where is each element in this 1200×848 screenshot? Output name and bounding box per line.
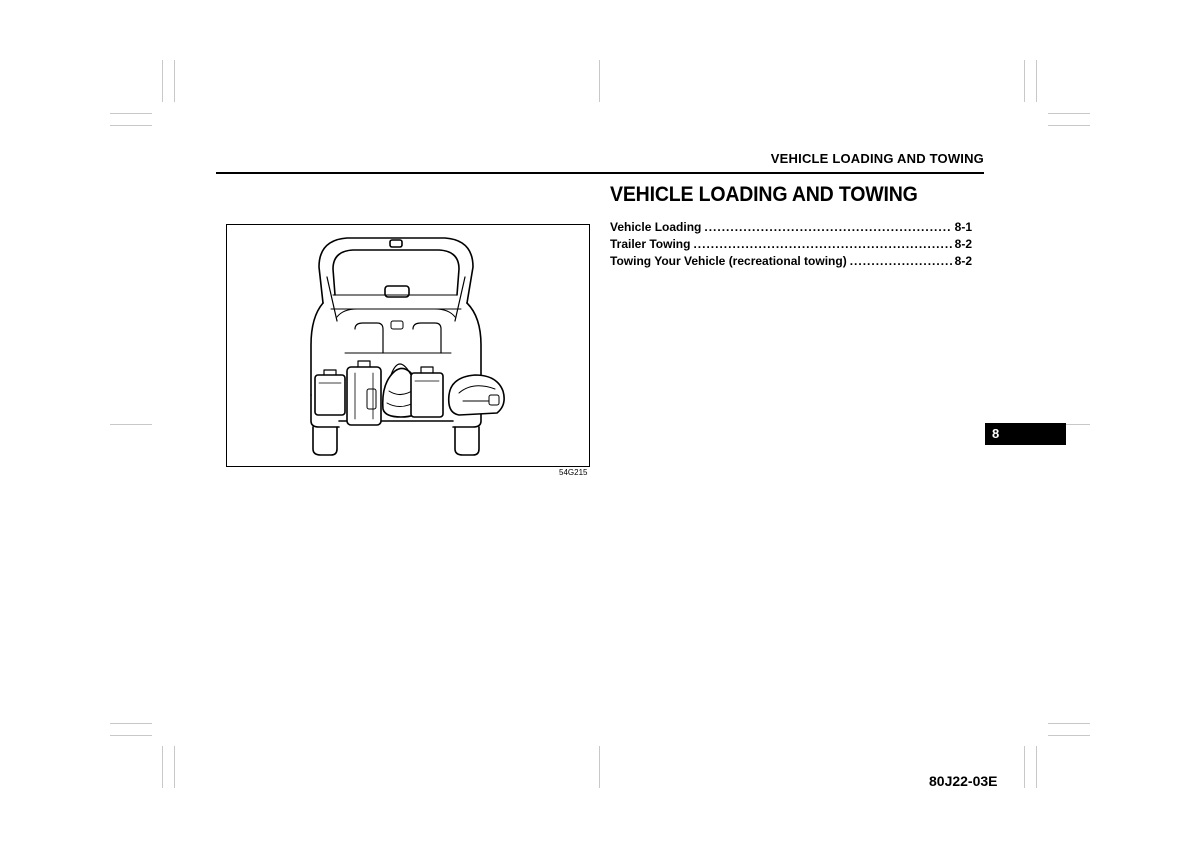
crop-mark	[110, 735, 152, 736]
crop-mark	[1048, 723, 1090, 724]
crop-mark	[1048, 113, 1090, 114]
figure-code: 54G215	[559, 468, 588, 477]
headrest	[391, 321, 403, 329]
tire-left	[313, 427, 337, 455]
crop-mark	[110, 125, 152, 126]
toc-leader-dots	[704, 220, 951, 234]
toc-entry-vehicle-loading[interactable]	[610, 220, 972, 237]
crop-mark	[110, 424, 152, 425]
crop-mark	[1024, 746, 1025, 788]
toc-entry-label: Trailer Towing	[610, 237, 691, 251]
toc-leader-dots	[850, 254, 952, 268]
toc-entry-label: Towing Your Vehicle (recreational towing)	[610, 254, 847, 268]
crop-mark	[1036, 746, 1037, 788]
cargo-illustration-frame	[226, 224, 590, 467]
document-code: 80J22-03E	[929, 773, 998, 789]
briefcase-handle	[421, 367, 433, 373]
cargo-area-illustration	[227, 225, 589, 466]
header-rule	[216, 172, 984, 174]
chapter-title: VEHICLE LOADING AND TOWING	[610, 183, 918, 206]
toc-entry-page: 8-1	[954, 220, 972, 234]
crop-mark	[599, 746, 600, 788]
interior-pillar	[337, 309, 455, 317]
gas-strut	[327, 277, 337, 321]
suitcase-handle	[358, 361, 370, 367]
gas-strut	[455, 277, 465, 321]
tire-right	[455, 427, 479, 455]
crop-mark	[110, 723, 152, 724]
running-header: VEHICLE LOADING AND TOWING	[770, 151, 984, 166]
briefcase-icon	[411, 373, 443, 417]
crop-mark	[1048, 125, 1090, 126]
crop-mark	[110, 113, 152, 114]
toc-entry-trailer-towing[interactable]	[610, 237, 972, 254]
crop-mark	[174, 746, 175, 788]
crop-mark	[162, 746, 163, 788]
suitcase-icon	[315, 375, 345, 415]
toc-entry-towing-your-vehicle[interactable]	[610, 254, 972, 271]
crop-mark	[599, 60, 600, 102]
toc-entry-label: Vehicle Loading	[610, 220, 702, 234]
crop-mark	[1024, 60, 1025, 102]
crop-mark	[1036, 60, 1037, 102]
toc-leader-dots	[693, 237, 951, 251]
liftgate-window	[333, 250, 459, 295]
rear-seat-right	[413, 323, 441, 353]
crop-mark	[162, 60, 163, 102]
crop-mark	[1048, 735, 1090, 736]
table-of-contents	[610, 220, 972, 271]
toc-entry-page: 8-2	[954, 237, 972, 251]
rear-seat-left	[355, 323, 383, 353]
brake-light	[390, 240, 402, 247]
crop-mark	[174, 60, 175, 102]
chapter-tab[interactable]: 8	[985, 423, 1066, 445]
toc-entry-page: 8-2	[954, 254, 972, 268]
